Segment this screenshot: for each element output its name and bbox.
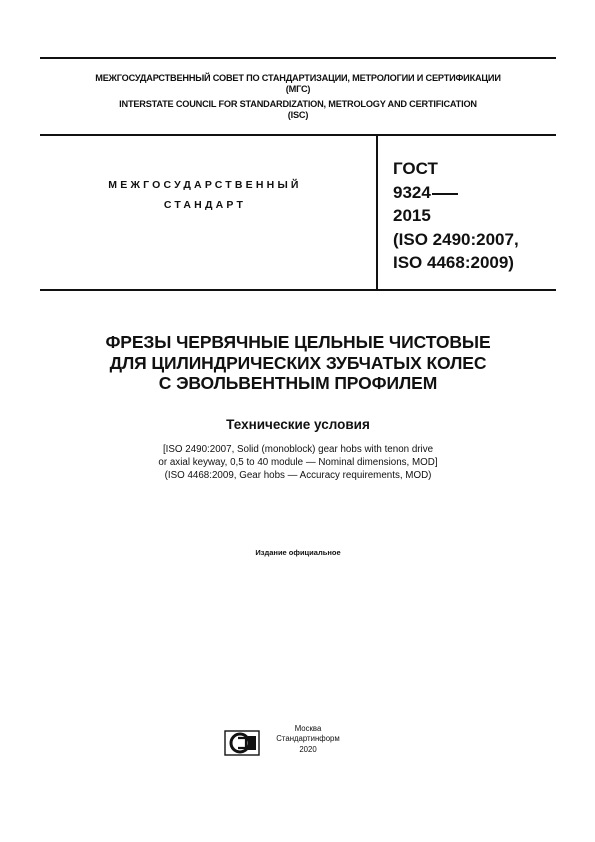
title-line3: С ЭВОЛЬВЕНТНЫМ ПРОФИЛЕМ <box>158 373 438 393</box>
designation-block-top-rule <box>40 134 556 136</box>
standard-type-line1: МЕЖГОСУДАРСТВЕННЫЙ <box>108 179 302 191</box>
standard-type-line2: СТАНДАРТ <box>163 199 247 211</box>
title-line1: ФРЕЗЫ ЧЕРВЯЧНЫЕ ЦЕЛЬНЫЕ ЧИСТОВЫЕ <box>105 332 491 352</box>
council-name-ru <box>40 73 556 95</box>
document-title <box>40 332 556 394</box>
designation-iso-2: ISO 4468:2009) <box>393 253 514 272</box>
designation-prefix: ГОСТ <box>393 159 438 178</box>
edition-note: Издание официальное <box>255 548 341 557</box>
iso-references <box>40 444 556 482</box>
designation-number-line <box>393 181 458 205</box>
publisher-city: Москва <box>294 724 322 733</box>
council-name-en-line: INTERSTATE COUNCIL FOR STANDARDIZATION, METROLOGY AND CERTIFICATION <box>119 99 477 109</box>
publisher-block <box>224 724 374 768</box>
designation-dash <box>432 193 458 195</box>
council-name-ru-line: МЕЖГОСУДАРСТВЕННЫЙ СОВЕТ ПО СТАНДАРТИЗАЦИИ, МЕТРОЛОГИИ И СЕРТИФИКАЦИИ <box>95 73 501 83</box>
council-abbr-en: (ISC) <box>287 110 309 120</box>
iso-reference-line1: [ISO 2490:2007, Solid (monoblock) gear hobs with tenon drive <box>162 444 434 455</box>
title-line2: ДЛЯ ЦИЛИНДРИЧЕСКИХ ЗУБЧАТЫХ КОЛЕС <box>109 352 487 373</box>
designation-block-divider <box>376 134 378 289</box>
publisher-text <box>260 724 356 755</box>
designation-year: 2015 <box>393 206 431 225</box>
header-top-rule <box>40 57 556 59</box>
standard-type <box>60 175 350 215</box>
publisher-name: Стандартинформ <box>276 734 340 744</box>
council-name-en <box>40 99 556 121</box>
publisher-year: 2020 <box>299 744 317 754</box>
document-subtitle: Технические условия <box>226 417 370 432</box>
iso-reference-line3: (ISO 4468:2009, Gear hobs — Accuracy requirements, MOD) <box>164 469 432 481</box>
council-abbr-ru: (МГС) <box>285 84 311 94</box>
iso-reference-line2: or axial keyway, 0,5 to 40 module — Nominal dimensions, MOD] <box>158 456 438 468</box>
designation-iso-1: (ISO 2490:2007, <box>393 229 519 249</box>
designation-number: 9324 <box>393 182 431 202</box>
standard-designation <box>393 157 519 275</box>
designation-block-bottom-rule <box>40 289 556 291</box>
standartinform-logo-icon <box>224 730 260 756</box>
